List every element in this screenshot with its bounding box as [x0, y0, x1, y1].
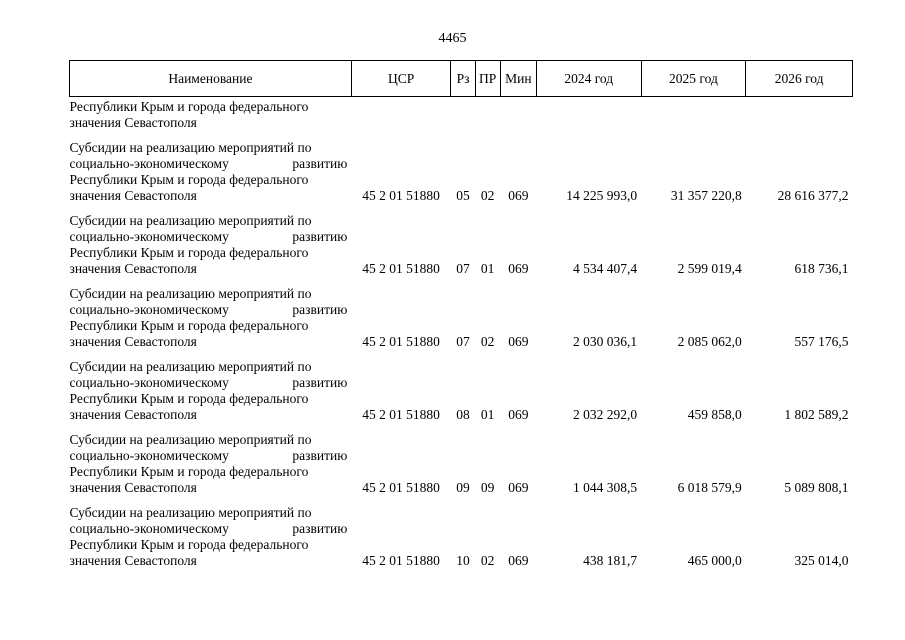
- cell-rz: 05: [456, 188, 470, 203]
- cell-csr: 45 2 01 51880: [362, 334, 440, 349]
- table-row: [70, 277, 853, 350]
- table-row: [70, 496, 853, 569]
- cell-2026: 618 736,1: [794, 261, 849, 276]
- cell-2024: 2 032 292,0: [572, 407, 638, 422]
- name-word: развитию: [292, 156, 348, 171]
- name-line: [70, 302, 348, 318]
- header-csr: ЦСР: [351, 61, 451, 97]
- cell-min: 069: [508, 334, 529, 349]
- name-line: [70, 156, 348, 172]
- cell-csr: 45 2 01 51880: [362, 261, 440, 276]
- continuation-name: [70, 97, 352, 132]
- cell-2026: 28 616 377,2: [777, 188, 849, 203]
- table-row: [70, 350, 853, 423]
- cell-min: 069: [508, 480, 529, 495]
- cell-csr: 45 2 01 51880: [362, 188, 440, 203]
- name-word: развитию: [292, 448, 348, 463]
- cell-pr: 01: [480, 261, 495, 276]
- name-word: социально-экономическому: [69, 521, 229, 536]
- cell-2025: 31 357 220,8: [670, 188, 742, 203]
- cell-2024: 438 181,7: [583, 553, 638, 568]
- cell-csr: 45 2 01 51880: [362, 407, 440, 422]
- cell-pr: 02: [480, 188, 495, 203]
- row-name: [70, 277, 352, 350]
- header-rz: Рз: [451, 61, 475, 97]
- cell-min: 069: [508, 188, 529, 203]
- name-line: значения Севастополя: [69, 407, 197, 422]
- row-name: [70, 350, 352, 423]
- page-number: 4465: [438, 31, 467, 46]
- header-min: Мин: [500, 61, 536, 97]
- name-line: [70, 375, 348, 391]
- cell-2024: 1 044 308,5: [572, 480, 638, 495]
- cell-rz: 07: [456, 334, 470, 349]
- name-line: значения Севастополя: [69, 553, 197, 568]
- name-line: Республики Крым и города федерального: [69, 245, 309, 260]
- name-line: Республики Крым и города федерального: [69, 537, 309, 552]
- name-line: значения Севастополя: [69, 261, 197, 276]
- header-2024: 2024 год: [536, 61, 641, 97]
- name-line: Республики Крым и города федерального: [69, 99, 309, 114]
- name-word: развитию: [292, 375, 348, 390]
- table-header-row: [70, 61, 853, 97]
- cell-2025: 465 000,0: [687, 553, 742, 568]
- name-line: Субсидии на реализацию мероприятий по: [69, 140, 312, 155]
- cell-pr: 01: [480, 407, 495, 422]
- cell-2025: 459 858,0: [687, 407, 742, 422]
- name-line: Республики Крым и города федерального: [69, 391, 309, 406]
- cell-csr: 45 2 01 51880: [362, 553, 440, 568]
- cell-pr: 09: [480, 480, 495, 495]
- name-line: [70, 448, 348, 464]
- cell-min: 069: [508, 553, 529, 568]
- cell-rz: 10: [456, 553, 470, 568]
- cell-csr: 45 2 01 51880: [362, 480, 440, 495]
- name-line: [70, 229, 348, 245]
- name-line: Республики Крым и города федерального: [69, 464, 309, 479]
- name-word: развитию: [292, 229, 348, 244]
- cell-pr: 02: [480, 553, 495, 568]
- cell-2025: 2 085 062,0: [677, 334, 742, 349]
- name-line: Республики Крым и города федерального: [69, 318, 309, 333]
- cell-min: 069: [508, 261, 529, 276]
- header-2026: 2026 год: [746, 61, 853, 97]
- name-line: Субсидии на реализацию мероприятий по: [69, 286, 312, 301]
- table-row: [70, 423, 853, 496]
- header-pr: ПР: [475, 61, 500, 97]
- cell-2025: 6 018 579,9: [677, 480, 742, 495]
- cell-2026: 557 176,5: [794, 334, 849, 349]
- name-line: Республики Крым и города федерального: [69, 172, 309, 187]
- name-line: значения Севастополя: [69, 480, 197, 495]
- cell-min: 069: [508, 407, 529, 422]
- name-line: значения Севастополя: [69, 334, 197, 349]
- header-2025: 2025 год: [641, 61, 746, 97]
- cell-2024: 14 225 993,0: [566, 188, 638, 203]
- name-line: Субсидии на реализацию мероприятий по: [69, 213, 312, 228]
- header-name: Наименование: [70, 61, 352, 97]
- name-line: значения Севастополя: [69, 188, 197, 203]
- cell-rz: 09: [456, 480, 470, 495]
- cell-2024: 4 534 407,4: [572, 261, 638, 276]
- table-row: [70, 204, 853, 277]
- name-word: социально-экономическому: [69, 375, 229, 390]
- name-line: значения Севастополя: [69, 115, 197, 130]
- name-word: социально-экономическому: [69, 302, 229, 317]
- name-line: Субсидии на реализацию мероприятий по: [69, 505, 312, 520]
- name-word: социально-экономическому: [69, 229, 229, 244]
- cell-2026: 1 802 589,2: [784, 407, 849, 422]
- cell-2026: 325 014,0: [794, 553, 849, 568]
- name-word: социально-экономическому: [69, 156, 229, 171]
- continuation-row: [70, 97, 853, 132]
- row-name: [70, 423, 352, 496]
- cell-2024: 2 030 036,1: [572, 334, 638, 349]
- cell-2026: 5 089 808,1: [784, 480, 849, 495]
- name-line: Субсидии на реализацию мероприятий по: [69, 359, 312, 374]
- row-name: [70, 496, 352, 569]
- budget-table: [69, 60, 853, 569]
- cell-pr: 02: [480, 334, 495, 349]
- name-word: развитию: [292, 521, 348, 536]
- name-line: [70, 521, 348, 537]
- cell-2025: 2 599 019,4: [677, 261, 742, 276]
- row-name: [70, 131, 352, 204]
- row-name: [70, 204, 352, 277]
- cell-rz: 07: [456, 261, 470, 276]
- name-line: Субсидии на реализацию мероприятий по: [69, 432, 312, 447]
- table-row: [70, 131, 853, 204]
- name-word: социально-экономическому: [69, 448, 229, 463]
- name-word: развитию: [292, 302, 348, 317]
- cell-rz: 08: [456, 407, 470, 422]
